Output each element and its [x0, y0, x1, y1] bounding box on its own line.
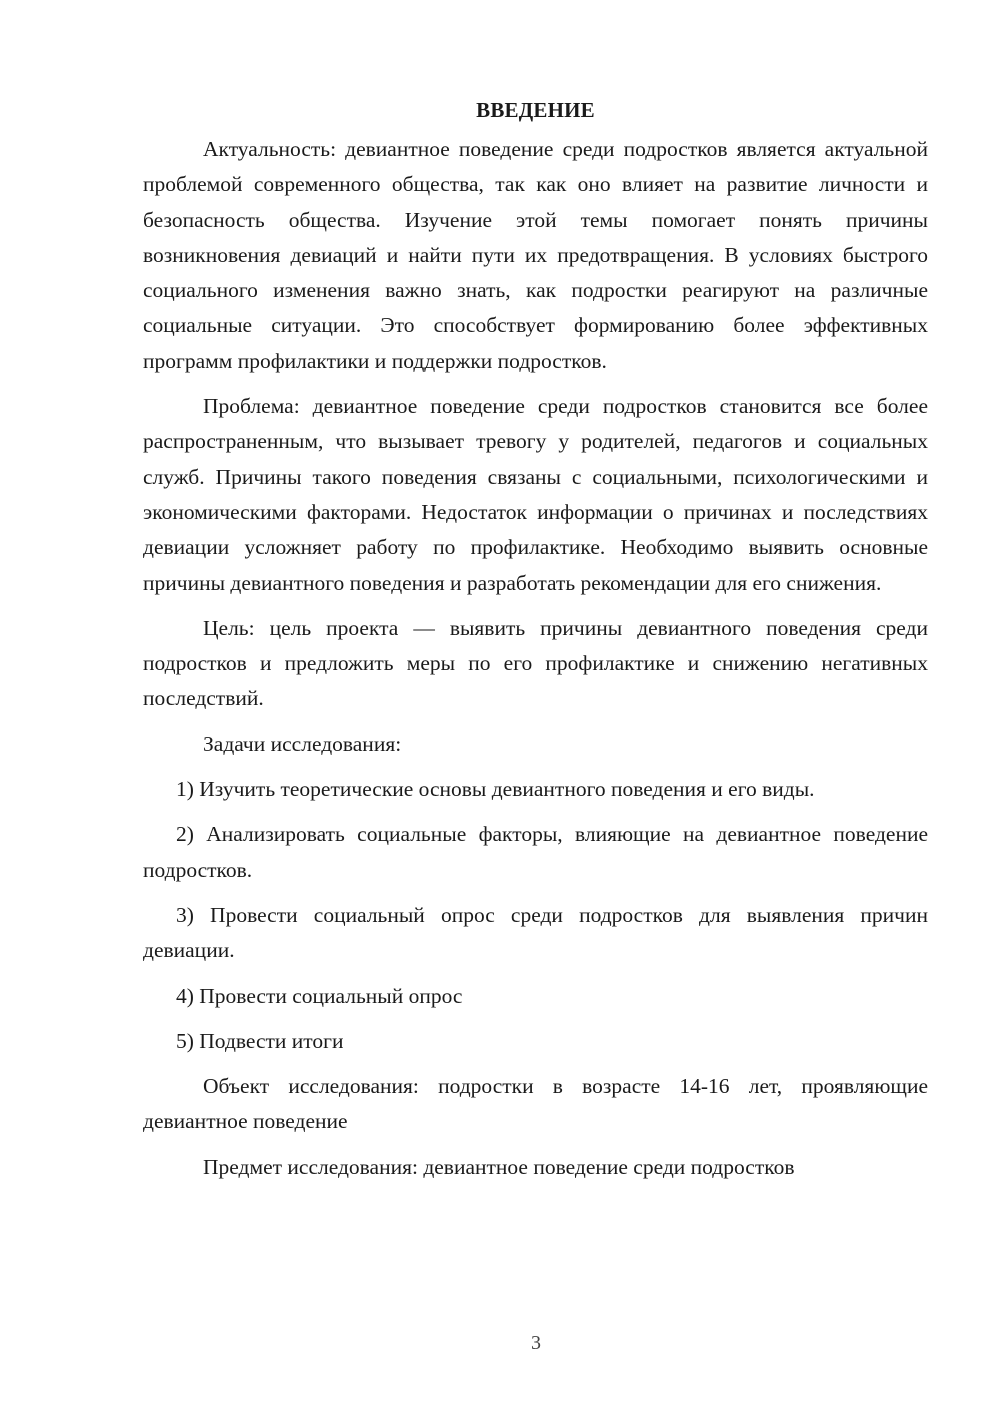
object-paragraph: Объект исследования: подростки в возрасте 14-16 лет, проявляющие девиантное поведение: [143, 1074, 928, 1134]
goal-paragraph: Цель: цель проекта — выявить причины девиантного поведения среди подростков и предложить меры по его профилактике и снижению негативных последствий.: [143, 615, 928, 711]
relevance-paragraph: Актуальность: девиантное поведение среди подростков является актуальной проблемой современного общества, так как оно влияет на развитие личности и безопасность общества. Изучение этой темы помогает понять причины возникновения девиаций и найти пути их предотвращения. В условиях быстрого социального изменения важно знать, как подростки реагируют на различные социальные ситуации. Это способствует формированию более эффективных программ профилактики и поддержки подростков.: [143, 137, 928, 373]
page-title: ВВЕДЕНИЕ: [476, 98, 595, 122]
task-item-4: 4) Провести социальный опрос: [176, 983, 463, 1008]
task-item-1: 1) Изучить теоретические основы девиантного поведения и его виды.: [176, 777, 815, 802]
tasks-heading: Задачи исследования:: [203, 731, 402, 756]
page-number: 3: [531, 1332, 541, 1354]
task-item-3: 3) Провести социальный опрос среди подростков для выявления причин девиации.: [143, 902, 928, 963]
task-item-5: 5) Подвести итоги: [176, 1028, 344, 1053]
document-page: [143, 92, 928, 1195]
task-item-2: 2) Анализировать социальные факторы, влияющие на девиантное поведение подростков.: [143, 822, 928, 882]
subject-paragraph: Предмет исследования: девиантное поведение среди подростков: [203, 1154, 795, 1179]
problem-paragraph: Проблема: девиантное поведение среди подростков становится все более распространенным, что вызывает тревогу у родителей, педагогов и социальных служб. Причины такого поведения связаны с социальными, психологическими и экономическими факторами. Недостаток информации о причинах и последствиях девиации усложняет работу по профилактике. Необходимо выявить основные причины девиантного поведения и разработать рекомендации для его снижения.: [143, 394, 928, 595]
